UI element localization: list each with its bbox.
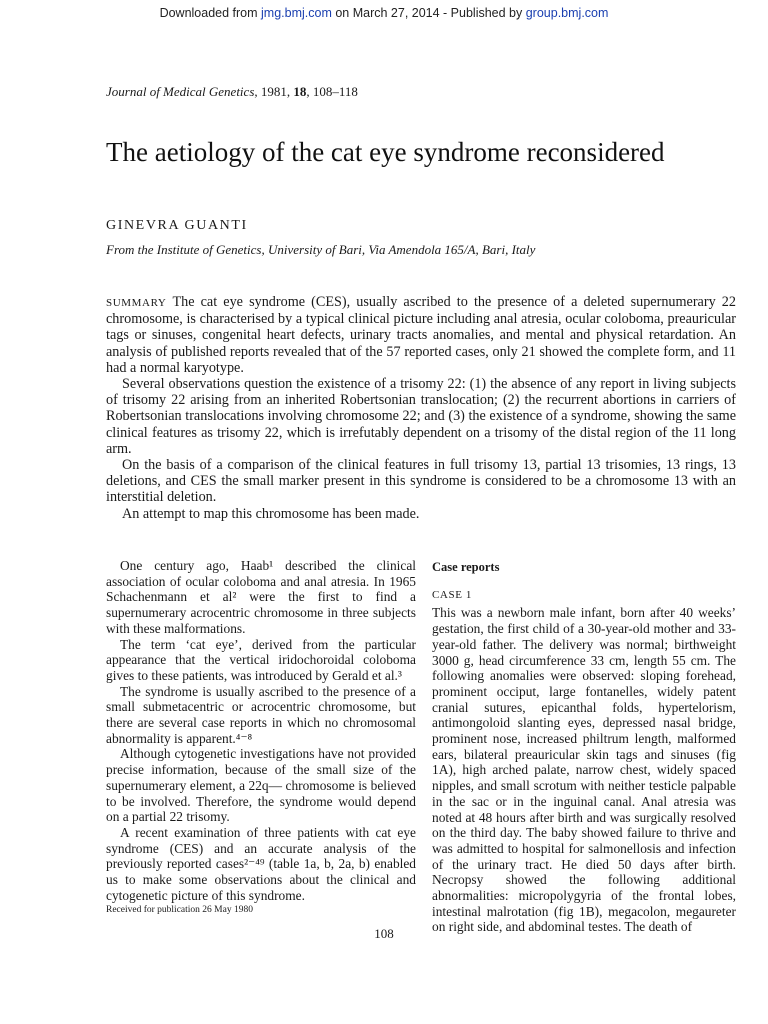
intro-paragraph: The syndrome is usually ascribed to the presence of a small submetacentric or acrocentric chromosome, but there are several case reports in which no chromosomal abnormality is apparent.⁴⁻⁸ [106, 683, 416, 746]
case-paragraph: This was a newborn male infant, born after 40 weeks’ gestation, the first child of a 30-year-old mother and 33-year-old father. The delivery was normal; birthweight 3000 g, head circumference 33 cm, length 55 cm. The following anomalies were observed: sloping forehead, prominent occiput, large fontanelles, widely patent cranial sutures, epicanthal folds, hypertelorism, antimongoloid slanting eyes, depressed nasal bridge, prominent nose, increased philtrum length, malformed ears, bilateral preauricular skin tags and sinuses (fig 1A), high arched palate, narrow chest, widely spaced nipples, and small scrotum with neither testicle palpable in the sac or in the inguinal canal. Anal atresia was noted at 48 hours after birth and was surgically resolved on the third day. The baby showed failure to thrive and was admitted to hospital for salmonellosis and infection of the urinary tract. He died 50 days after birth. Necropsy showed the following additional abnormalities: micropolygyria of the frontal lobes, intestinal malrotation (fig 1B), megacolon, megaureter on right side, and abdominal testes. The death of [432, 605, 736, 935]
summary-paragraph: Several observations question the existence of a trisomy 22: (1) the absence of any report in living subjects of trisomy 22 arising from an inherited Robertsonian translocation; (2) the recurrent abortions in carriers of Robertsonian translocations involving chromosome 22; and (3) the existence of a syndrome, showing the same clinical features as trisomy 22, which is irrefutably dependent on a trisomy of the distal region of the 11 long arm. [106, 376, 736, 457]
download-notice [0, 6, 768, 20]
author-name: GINEVRA GUANTI [106, 218, 248, 233]
received-date: Received for publication 26 May 1980 [106, 905, 253, 916]
publisher-link[interactable]: group.bmj.com [525, 6, 609, 20]
download-middle: on March 27, 2014 - Published by [331, 6, 526, 20]
summary-label: SUMMARY [106, 297, 167, 309]
citation-pages: , 108–118 [306, 84, 358, 99]
summary-paragraph: An attempt to map this chromosome has been made. [122, 505, 420, 522]
section-heading: Case reports [432, 560, 500, 574]
case-label: CASE 1 [432, 588, 472, 601]
summary-paragraph [106, 294, 736, 376]
intro-paragraph: Although cytogenetic investigations have not provided precise information, because of the small size of the supernumerary element, a 22q— chromosome is believed to be involved. Therefore, the syndrome would depend on a partial 22 trisomy. [106, 746, 416, 825]
summary-paragraph: On the basis of a comparison of the clinical features in full trisomy 13, partial 13 trisomies, 13 rings, 13 deletions, and CES the small marker present in this syndrome is considered to be a chromosome 13 with an interstitial deletion. [106, 457, 736, 506]
intro-paragraph: One century ago, Haab¹ described the clinical association of ocular coloboma and anal atresia. In 1965 Schachenmann et al² were the first to find a supernumerary acrocentric chromosome in three subjects with these malformations. [106, 558, 416, 636]
author-affiliation: From the Institute of Genetics, University of Bari, Via Amendola 165/A, Bari, Italy [106, 242, 536, 257]
citation-volume: 18 [293, 84, 307, 99]
intro-paragraph: The term ‘cat eye’, derived from the particular appearance that the vertical iridochoroidal coloboma gives to these patients, was introduced by Gerald et al.³ [106, 636, 416, 683]
intro-paragraph: A recent examination of three patients with cat eye syndrome (CES) and an accurate analysis of the previously reported cases²⁻⁴⁹ (table 1a, b, 2a, b) enabled us to make some observations about the clinical and cytogenetic picture of this syndrome. [106, 824, 416, 903]
journal-name: Journal of Medical Genetics [106, 84, 255, 99]
summary-block [106, 294, 736, 522]
article-title: The aetiology of the cat eye syndrome reconsidered [106, 137, 665, 167]
page-number: 108 [374, 926, 394, 941]
journal-citation [106, 84, 358, 100]
summary-text-1: The cat eye syndrome (CES), usually ascribed to the presence of a deleted supernumerary 22 chromosome, is characterised by a typical clinical picture including anal atresia, ocular coloboma, preauricular tags or sinuses, congenital heart defects, urinary tracts anomalies, and mental and physical retardation. An analysis of published reports revealed that of the 57 reported cases, only 21 showed the complete form, and 11 had a normal karyotype. [106, 294, 736, 376]
journal-site-link[interactable]: jmg.bmj.com [261, 6, 332, 20]
left-column [106, 558, 416, 919]
right-column [432, 558, 736, 935]
citation-year: , 1981, [254, 84, 294, 99]
download-prefix: Downloaded from [159, 6, 262, 20]
